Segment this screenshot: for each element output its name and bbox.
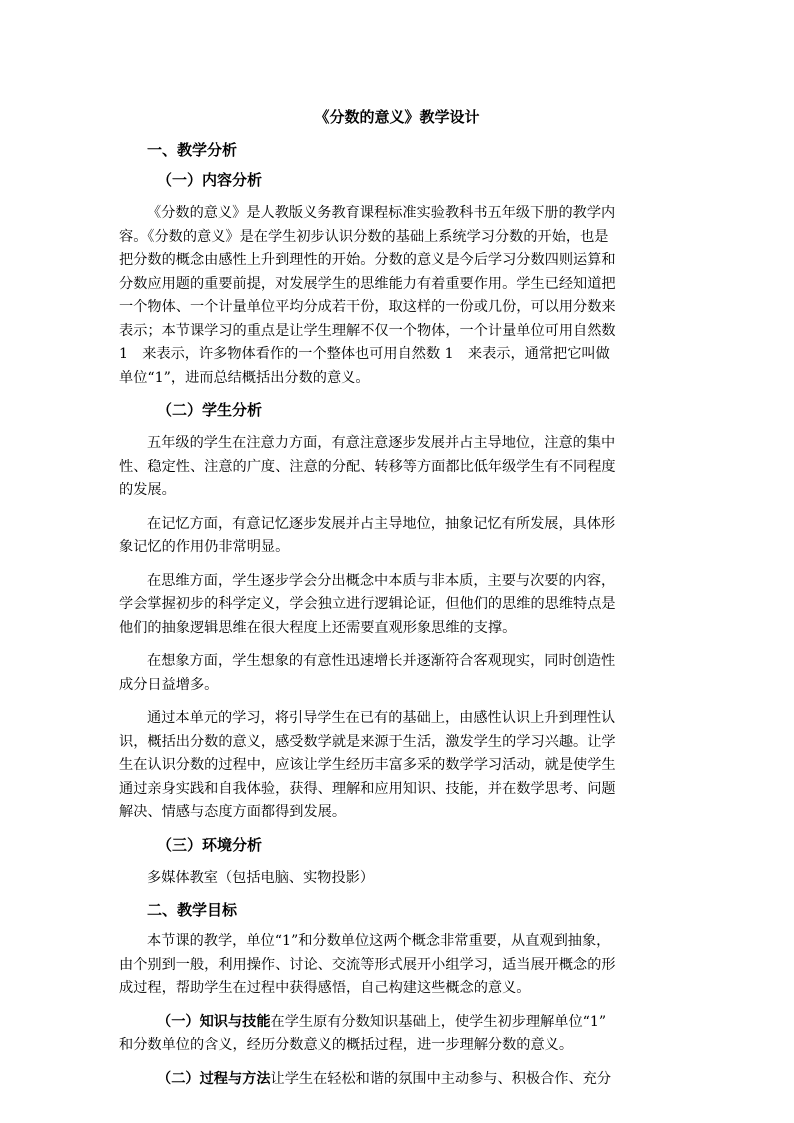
paragraph-imagination [119, 650, 675, 697]
text-line: 解决、情感与态度方面都得到发展。 [119, 804, 347, 820]
text-line: 本节课的教学，单位“1”和分数单位这两个概念非常重要，从直观到抽象， [147, 933, 611, 949]
subsection-heading-students: （二）学生分析 [157, 401, 263, 419]
text-line: 在想象方面，学生想象的有意性迅速增长并逐渐符合客观现实，同时创造性 [147, 653, 616, 669]
document-page [119, 100, 675, 1101]
text-line [119, 1011, 675, 1035]
text-line: 学会掌握初步的科学定义，学会独立进行逻辑论证，但他们的思维的思维特点是 [119, 596, 616, 612]
text-line: 他们的抽象逻辑思维在很大程度上还需要直观形象思维的支撑。 [119, 619, 517, 636]
paragraph-goal-knowledge [119, 1011, 675, 1058]
text-line: 的发展。 [119, 482, 176, 498]
text-line: 生在认识分数的过程中，应该让学生经历丰富多采的数学学习活动，就是使学生 [119, 757, 616, 773]
text-line: 和分数单位的含义，经历分数意义的概括过程，进一步理解分数的意义。 [119, 1037, 574, 1053]
text-line: 五年级的学生在注意力方面，有意注意逐步发展并占主导地位，注意的集中 [147, 435, 616, 451]
goal-text: 让学生在轻松和谐的氛围中主动参与、积极合作、充分 [270, 1070, 612, 1087]
text-line: 在思维方面，学生逐步学会分出概念中本质与非本质，主要与次要的内容， [147, 572, 616, 589]
text-line: 象记忆的作用仍非常明显。 [119, 539, 290, 555]
paragraph-attention [119, 432, 675, 503]
goal-text: 在学生原有分数知识基础上，使学生初步理解单位“1” [270, 1013, 607, 1030]
text-line: 把分数的概念由感性上升到理性的开始。分数的意义是今后学习分数四则运算和 [119, 252, 616, 268]
goal-label: （二）过程与方法 [157, 1070, 271, 1087]
text-line: 单位“1”，进而总结概括出分数的意义。 [119, 369, 370, 386]
section-heading-objectives: 二、教学目标 [147, 901, 238, 919]
paragraph-objectives-intro [119, 930, 675, 1001]
text-line: 多媒体教室（包括电脑、实物投影） [147, 869, 375, 886]
subsection-heading-environment: （三）环境分析 [157, 835, 263, 854]
text-line: 分数应用题的重要前提，对发展学生的思维能力有着重要作用。学生已经知道把 [119, 275, 616, 292]
text-line: 《分数的意义》是人教版义务教育课程标准实验教科书五年级下册的教学内 [147, 205, 616, 221]
text-line [119, 1068, 675, 1092]
goal-label: （一）知识与技能 [157, 1013, 271, 1030]
text-line: 1 来表示，许多物体看作的一个整体也可用自然数 1 来表示，通常把它叫做 [119, 346, 610, 362]
paragraph-unit-learning [119, 707, 675, 825]
subsection-heading-content: （一）内容分析 [157, 171, 263, 189]
text-line: 在记忆方面，有意记忆逐步发展并占主导地位，抽象记忆有所发展，具体形 [147, 515, 616, 532]
paragraph-content-analysis [119, 202, 675, 390]
paragraph-memory [119, 513, 675, 560]
text-line: 由个别到一般，利用操作、讨论、交流等形式展开小组学习，适当展开概念的形 [119, 956, 616, 973]
text-line: 性、稳定性、注意的广度、注意的分配、转移等方面都比低年级学生有不同程度 [119, 458, 616, 475]
text-line: 通过本单元的学习，将引导学生在已有的基础上，由感性认识上升到理性认 [147, 710, 616, 726]
document-title: 《分数的意义》教学设计 [314, 108, 480, 126]
paragraph-environment [119, 867, 675, 891]
paragraph-thinking [119, 570, 675, 641]
text-line: 成分日益增多。 [119, 676, 219, 693]
text-line: 一个物体、一个计量单位平均分成若干份，取这样的一份或几份，可以用分数来 [119, 299, 616, 315]
paragraph-goal-process [119, 1068, 675, 1092]
text-line: 表示；本节课学习的重点是让学生理解不仅一个物体，一个计量单位可用自然数 [119, 322, 616, 339]
text-line: 成过程，帮助学生在过程中获得感悟，自己构建这些概念的意义。 [119, 980, 531, 996]
text-line: 通过亲身实践和自我体验，获得、理解和应用知识、技能，并在数学思考、问题 [119, 780, 616, 797]
section-heading-analysis: 一、教学分析 [147, 141, 238, 159]
text-line: 容。《分数的意义》是在学生初步认识分数的基础上系统学习分数的开始，也是 [119, 228, 609, 245]
text-line: 识，概括出分数的意义，感受数学就是来源于生活，激发学生的学习兴趣。让学 [119, 733, 616, 750]
